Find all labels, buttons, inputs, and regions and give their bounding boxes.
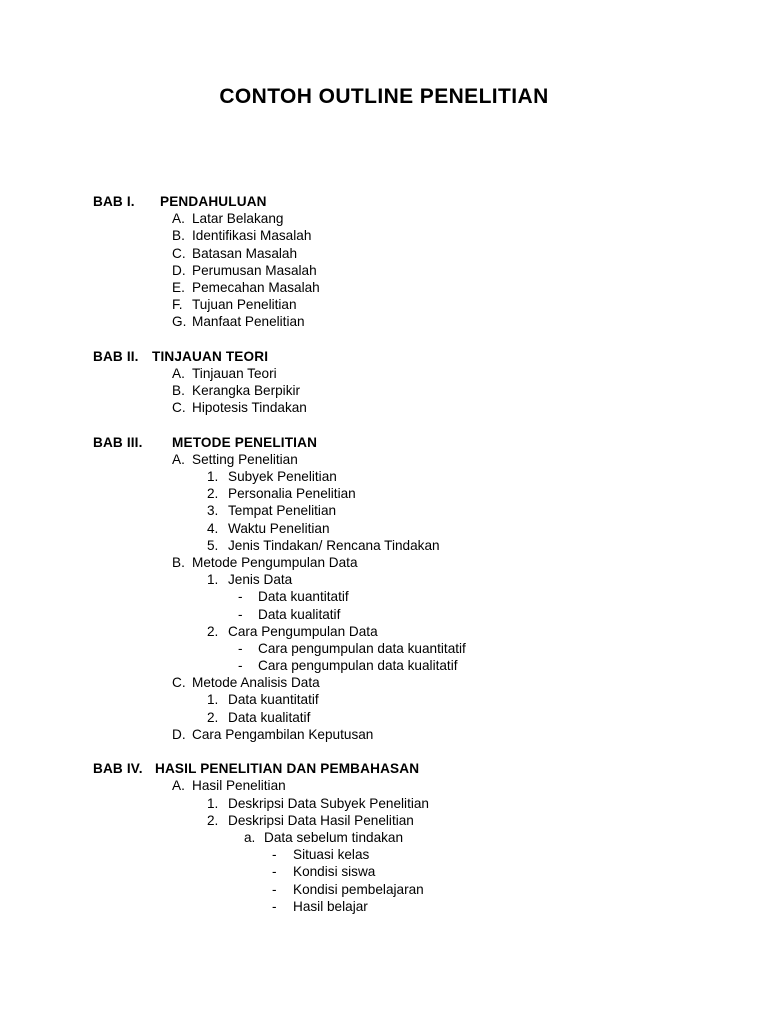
outline-item-label: Data sebelum tindakan bbox=[264, 829, 404, 845]
outline-item-label: Tujuan Penelitian bbox=[192, 297, 297, 313]
outline-item bbox=[0, 365, 768, 382]
section-spacer bbox=[0, 416, 768, 433]
outline-item-label: Subyek Penelitian bbox=[228, 469, 337, 484]
outline-item-marker: 2. bbox=[207, 709, 219, 725]
outline-item-marker: B. bbox=[172, 554, 185, 570]
outline-list bbox=[0, 193, 768, 915]
section-spacer bbox=[0, 331, 768, 348]
outline-item-label: Jenis Data bbox=[228, 572, 293, 588]
outline-item bbox=[0, 777, 768, 794]
chapter-heading bbox=[0, 760, 768, 777]
outline-item-label: Data kualitatif bbox=[228, 709, 311, 725]
outline-item-marker: E. bbox=[172, 279, 185, 295]
outline-item-label: Kondisi siswa bbox=[293, 864, 376, 880]
outline-item bbox=[0, 554, 768, 571]
chapter-label: BAB I. bbox=[93, 194, 135, 209]
outline-item bbox=[0, 227, 768, 244]
outline-item bbox=[0, 520, 768, 537]
outline-item-marker: 1. bbox=[207, 469, 219, 484]
outline-item-label: Data kualitatif bbox=[258, 606, 341, 622]
outline-item-marker: - bbox=[238, 589, 243, 605]
outline-item-marker: 2. bbox=[207, 623, 219, 639]
outline-item bbox=[0, 709, 768, 726]
outline-item bbox=[0, 863, 768, 880]
outline-item bbox=[0, 210, 768, 227]
chapter-label: BAB II. bbox=[93, 348, 139, 364]
outline-item-label: Metode Pengumpulan Data bbox=[192, 554, 358, 570]
outline-item-label: Jenis Tindakan/ Rencana Tindakan bbox=[228, 537, 440, 553]
outline-item-marker: C. bbox=[172, 675, 186, 691]
outline-item-label: Cara pengumpulan data kualitatif bbox=[258, 658, 458, 674]
outline-item bbox=[0, 846, 768, 863]
outline-item bbox=[0, 502, 768, 519]
outline-item bbox=[0, 571, 768, 588]
outline-item bbox=[0, 881, 768, 898]
outline-item bbox=[0, 262, 768, 279]
outline-item-marker: A. bbox=[172, 211, 185, 227]
outline-item-label: Waktu Penelitian bbox=[228, 520, 330, 536]
outline-item-marker: - bbox=[272, 898, 277, 914]
outline-item-label: Perumusan Masalah bbox=[192, 262, 317, 278]
outline-item bbox=[0, 485, 768, 502]
outline-item-label: Cara Pengumpulan Data bbox=[228, 623, 378, 639]
outline-item-label: Identifikasi Masalah bbox=[192, 228, 312, 244]
outline-item-label: Deskripsi Data Subyek Penelitian bbox=[228, 795, 429, 811]
outline-item-marker: C. bbox=[172, 400, 186, 416]
outline-item-label: Deskripsi Data Hasil Penelitian bbox=[228, 812, 414, 828]
outline-item-label: Personalia Penelitian bbox=[228, 486, 356, 502]
outline-item-marker: - bbox=[272, 847, 277, 863]
outline-item bbox=[0, 399, 768, 416]
outline-item-label: Pemecahan Masalah bbox=[192, 279, 320, 295]
outline-item-marker: 1. bbox=[207, 572, 219, 588]
outline-item bbox=[0, 588, 768, 605]
page-title: CONTOH OUTLINE PENELITIAN bbox=[219, 85, 549, 108]
outline-item-marker: 5. bbox=[207, 537, 219, 553]
outline-item-label: Metode Analisis Data bbox=[192, 675, 320, 691]
outline-item bbox=[0, 795, 768, 812]
outline-item-marker: F. bbox=[172, 297, 183, 313]
outline-item bbox=[0, 279, 768, 296]
outline-item-label: Hasil belajar bbox=[293, 898, 368, 914]
outline-item bbox=[0, 606, 768, 623]
outline-item bbox=[0, 829, 768, 846]
outline-item bbox=[0, 313, 768, 330]
outline-item-label: Setting Penelitian bbox=[192, 451, 298, 467]
outline-item-label: Tinjauan Teori bbox=[192, 365, 277, 381]
outline-item-marker: 2. bbox=[207, 812, 219, 828]
chapter-heading bbox=[0, 434, 768, 451]
outline-item bbox=[0, 296, 768, 313]
outline-item bbox=[0, 674, 768, 691]
outline-item-label: Manfaat Penelitian bbox=[192, 314, 305, 330]
outline-item-label: Kondisi pembelajaran bbox=[293, 881, 424, 897]
outline-item-marker: B. bbox=[172, 383, 185, 399]
chapter-title: TINJAUAN TEORI bbox=[152, 348, 269, 364]
outline-item-label: Situasi kelas bbox=[293, 847, 370, 863]
outline-item bbox=[0, 537, 768, 554]
outline-item bbox=[0, 468, 768, 485]
section-spacer bbox=[0, 743, 768, 760]
outline-item-label: Hasil Penelitian bbox=[192, 778, 286, 794]
outline-item-marker: A. bbox=[172, 365, 185, 381]
outline-item bbox=[0, 382, 768, 399]
outline-item-marker: a. bbox=[244, 829, 256, 845]
outline-item bbox=[0, 451, 768, 468]
outline-item-marker: - bbox=[238, 606, 243, 622]
outline-item bbox=[0, 812, 768, 829]
outline-item bbox=[0, 898, 768, 915]
outline-item-marker: - bbox=[238, 658, 243, 674]
outline-item-label: Cara Pengambilan Keputusan bbox=[192, 726, 374, 742]
outline-item-marker: B. bbox=[172, 228, 185, 244]
outline-item-marker: D. bbox=[172, 726, 186, 742]
outline-item-marker: - bbox=[238, 640, 243, 656]
outline-item-marker: - bbox=[272, 881, 277, 897]
chapter-label: BAB IV. bbox=[93, 761, 143, 777]
outline-item-marker: 4. bbox=[207, 520, 219, 536]
outline-item-marker: 1. bbox=[207, 795, 219, 811]
outline-item-label: Data kuantitatif bbox=[258, 589, 349, 605]
chapter-title: PENDAHULUAN bbox=[160, 194, 267, 209]
outline-item-marker: 1. bbox=[207, 692, 219, 708]
outline-item-marker: - bbox=[272, 864, 277, 880]
outline-item bbox=[0, 657, 768, 674]
outline-item-marker: 3. bbox=[207, 503, 219, 519]
outline-item bbox=[0, 640, 768, 657]
chapter-heading bbox=[0, 193, 768, 210]
outline-item-label: Hipotesis Tindakan bbox=[192, 400, 307, 416]
outline-item bbox=[0, 691, 768, 708]
outline-item-label: Data kuantitatif bbox=[228, 692, 319, 708]
outline-item-label: Cara pengumpulan data kuantitatif bbox=[258, 640, 466, 656]
chapter-title: METODE PENELITIAN bbox=[172, 434, 318, 450]
outline-item bbox=[0, 623, 768, 640]
outline-item-marker: D. bbox=[172, 262, 186, 278]
outline-item-label: Tempat Penelitian bbox=[228, 503, 337, 519]
outline-item-marker: G. bbox=[172, 314, 187, 330]
outline-item-marker: C. bbox=[172, 245, 186, 261]
outline-item-marker: A. bbox=[172, 778, 185, 794]
outline-item-marker: A. bbox=[172, 451, 185, 467]
outline-item-label: Kerangka Berpikir bbox=[192, 383, 301, 399]
outline-item-label: Batasan Masalah bbox=[192, 245, 298, 261]
outline-item bbox=[0, 726, 768, 743]
outline-item bbox=[0, 245, 768, 262]
chapter-label: BAB III. bbox=[93, 434, 143, 450]
outline-item-marker: 2. bbox=[207, 486, 219, 502]
outline-item-label: Latar Belakang bbox=[192, 211, 284, 227]
chapter-heading bbox=[0, 348, 768, 365]
chapter-title: HASIL PENELITIAN DAN PEMBAHASAN bbox=[155, 761, 420, 777]
